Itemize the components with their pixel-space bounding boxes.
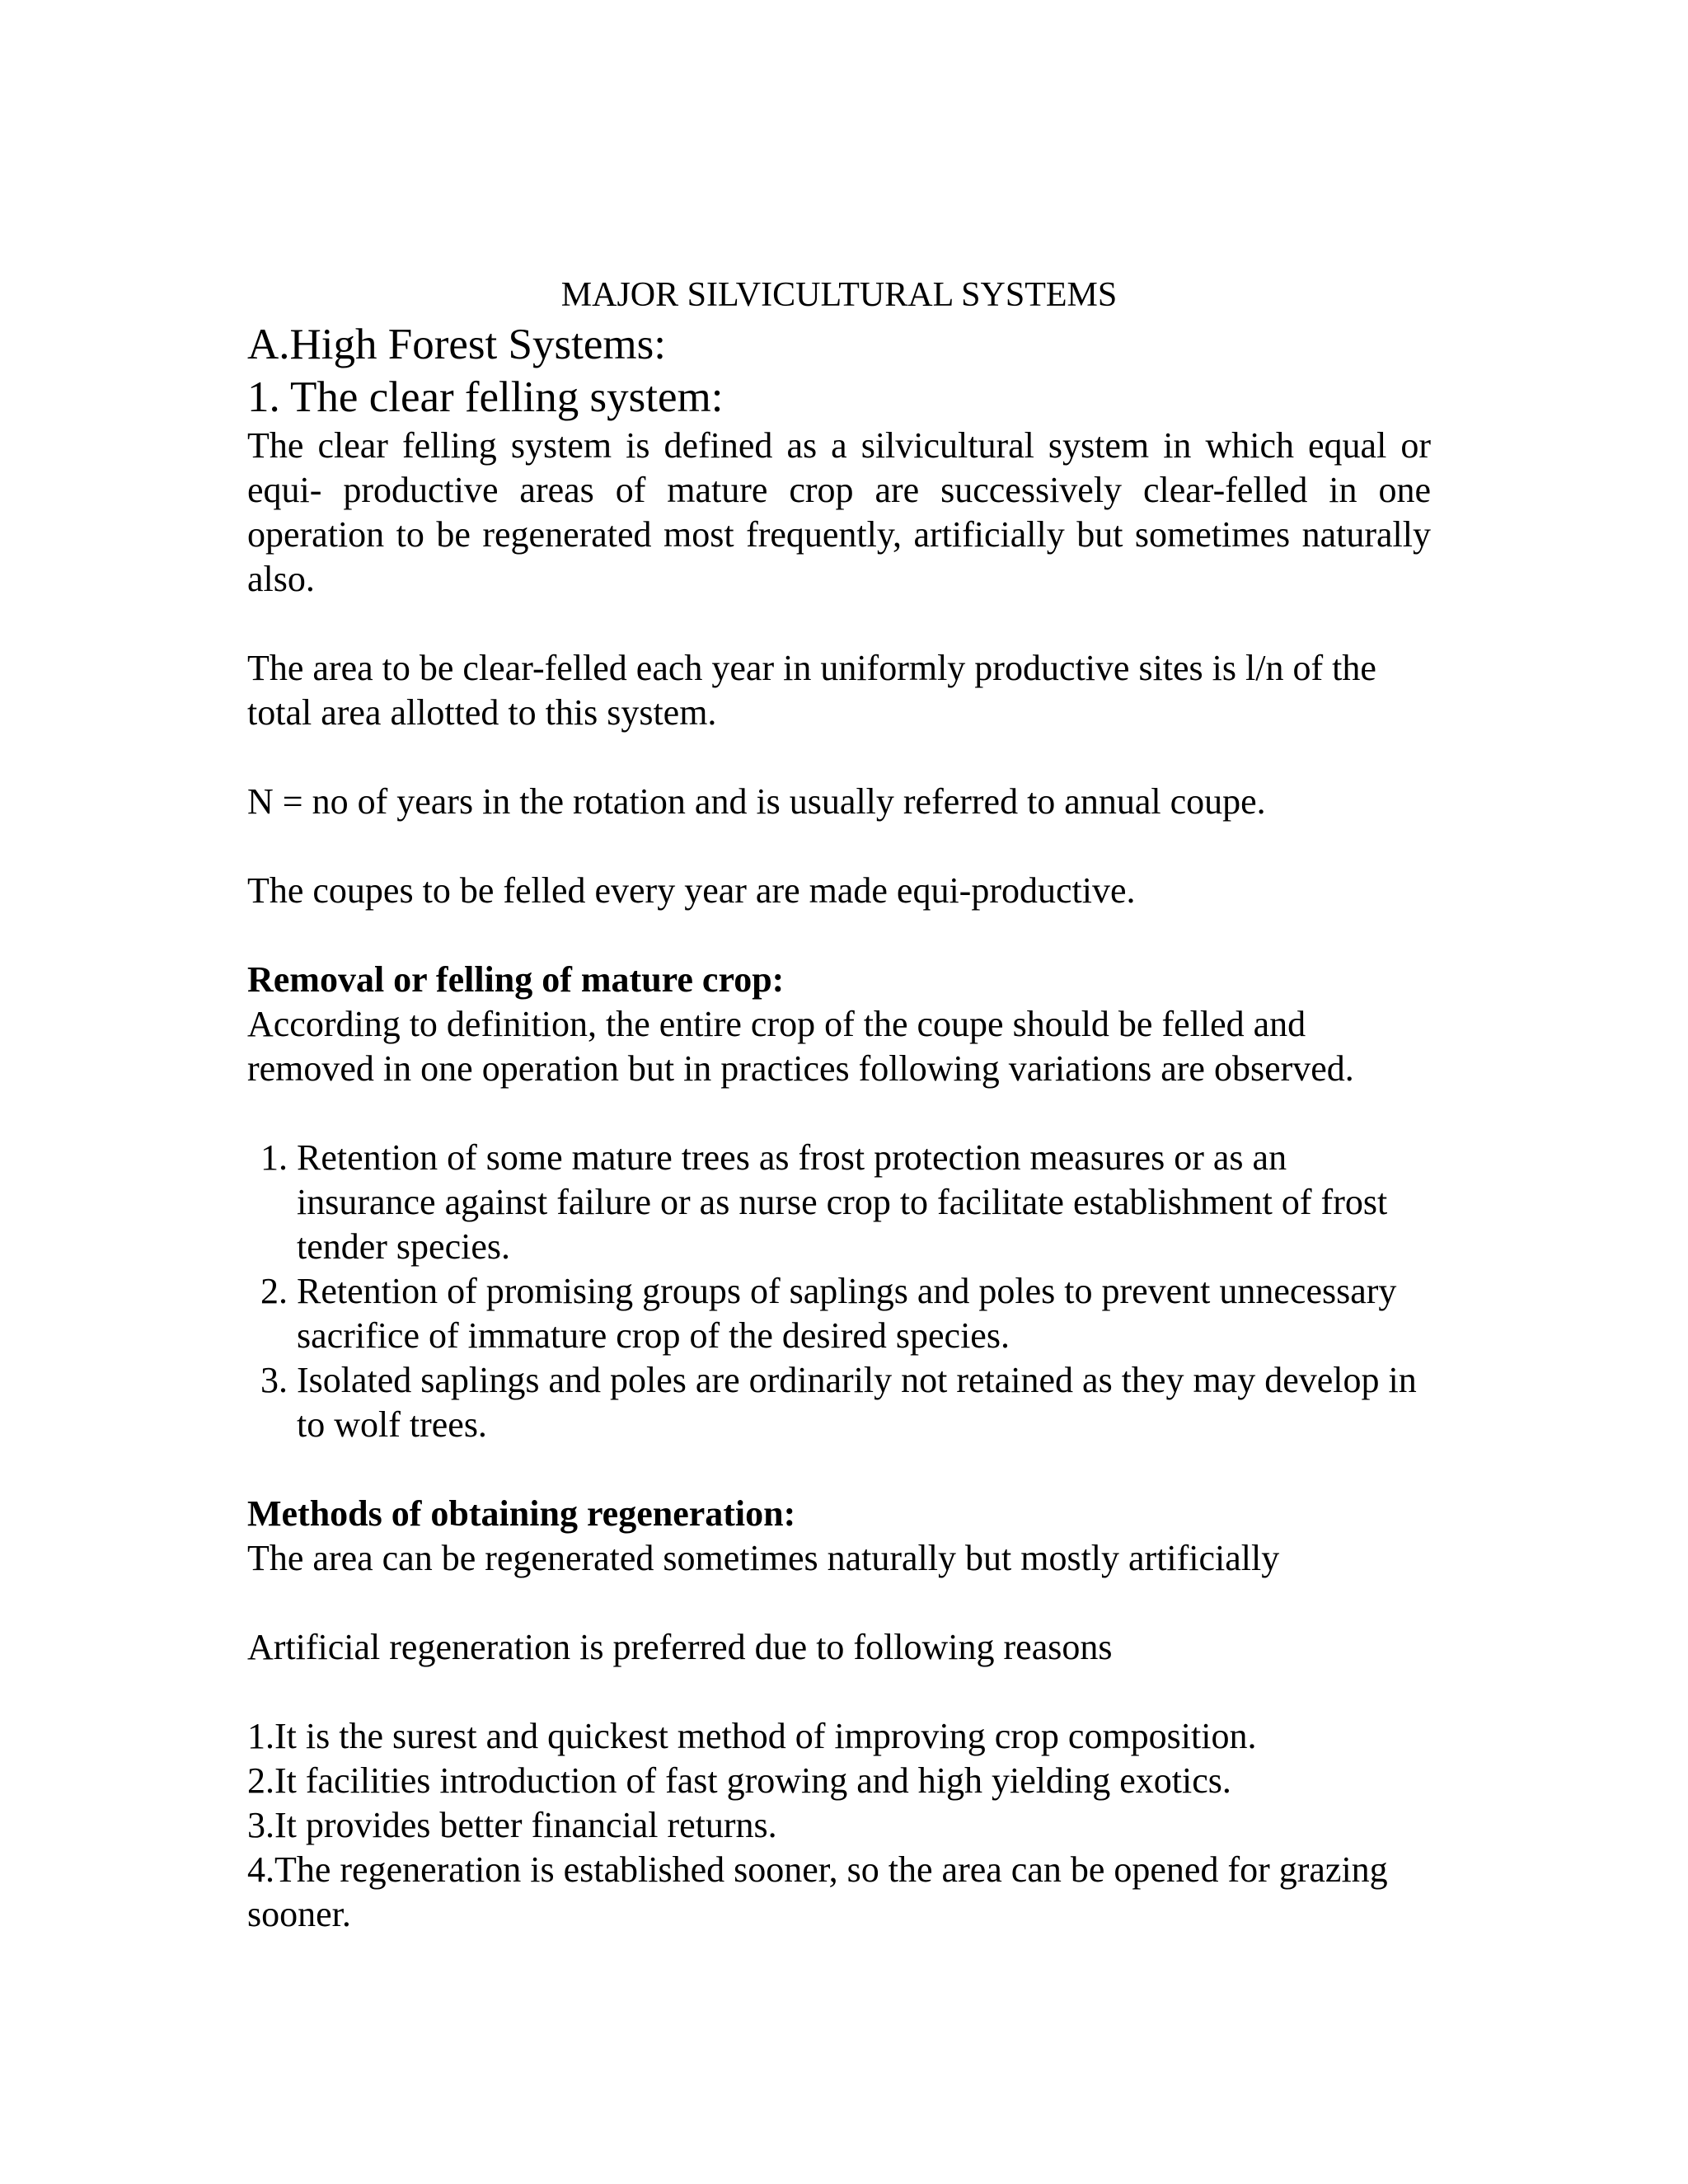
list-item: 1. Retention of some mature trees as frost protection measures or as an insurance against failure or as nurse crop to facilitate establishment of frost tender species. bbox=[297, 1136, 1431, 1269]
reason-item: 3.It provides better financial returns. bbox=[247, 1805, 777, 1845]
intro-paragraph: The clear felling system is defined as a silvicultural system in which equal or equi- productive areas of mature crop are successively clear-felled in one operation to be regenerated most frequently, artificially but sometimes naturally also. bbox=[247, 425, 1431, 599]
removal-text: According to definition, the entire crop of the coupe should be felled and removed in one operation but in practices following variations are observed. bbox=[247, 1004, 1354, 1089]
reasons-intro: Artificial regeneration is preferred due to following reasons bbox=[247, 1627, 1113, 1667]
n-paragraph: N = no of years in the rotation and is usually referred to annual coupe. bbox=[247, 781, 1266, 822]
reason-item: 1.It is the surest and quickest method of improving crop composition. bbox=[247, 1716, 1257, 1756]
section-heading: A.High Forest Systems: bbox=[247, 321, 666, 368]
page-title: MAJOR SILVICULTURAL SYSTEMS bbox=[560, 276, 1118, 314]
reason-item: 4.The regeneration is established sooner, so the area can be opened for grazing sooner. bbox=[247, 1849, 1388, 1934]
document-page bbox=[247, 272, 1431, 1937]
removal-heading: Removal or felling of mature crop: bbox=[247, 959, 785, 1000]
list-item: 2. Retention of promising groups of saplings and poles to prevent unnecessary sacrifice of immature crop of the desired species. bbox=[297, 1269, 1431, 1358]
removal-list bbox=[247, 1136, 1431, 1447]
reason-item: 2.It facilities introduction of fast growing and high yielding exotics. bbox=[247, 1760, 1231, 1801]
area-paragraph: The area to be clear-felled each year in uniformly productive sites is l/n of the total area allotted to this system. bbox=[247, 648, 1376, 733]
regeneration-text: The area can be regenerated sometimes naturally but mostly artificially bbox=[247, 1538, 1280, 1578]
list-item: 3. Isolated saplings and poles are ordinarily not retained as they may develop in to wolf trees. bbox=[297, 1358, 1431, 1447]
coupes-paragraph: The coupes to be felled every year are made equi-productive. bbox=[247, 870, 1136, 911]
regeneration-heading: Methods of obtaining regeneration: bbox=[247, 1493, 796, 1534]
sub-heading: 1. The clear felling system: bbox=[247, 373, 724, 421]
